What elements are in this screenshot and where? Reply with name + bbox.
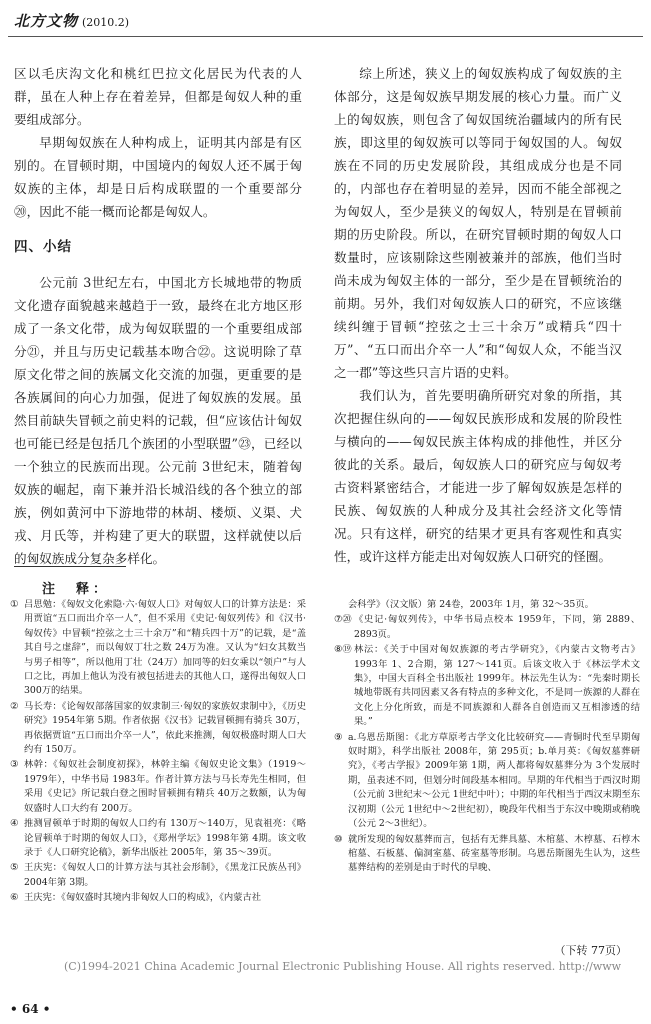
paragraph: 区以毛庆沟文化和桃红巴拉文化居民为代表的人群，虽在人种上存在着差异，但都是匈奴人种的重要组成部分。: [14, 66, 302, 127]
footnote: [10, 758, 306, 816]
copyright-watermark: (C)1994-2021 China Academic Journal Electronic Publishing House. All rights reserved. http://www: [64, 960, 622, 973]
footnote: [334, 643, 640, 729]
paragraph: 综上所述，狭义上的匈奴族构成了匈奴族的主体部分，这是匈奴族早期发展的核心力量。而广义上的匈奴族，则包含了匈奴国统治疆域内的所有民族，即这里的匈奴族可以等同于匈奴国的人。匈奴族在不同的历史发展阶段，其组成成分也是不同的，内部也存在着明显的差异，因而不能全部视之为匈奴人，至少是狭义的匈奴人，特别是在冒顿前期的历史阶段。所以，在研究冒顿时期的匈奴人口数量时，应该剔除这些刚被兼并的部族，他们当时尚未成为匈奴主体的一部分，至少是在冒顿统治的前期。另外，我们对匈奴族人口的研究，不应该继续纠缠于冒顿“控弦之士三十余万”或精兵“四十万”、“五口而出介卒一人”和“匈奴人众，不能当汉之一郡”等这些只言片语的史料。: [334, 66, 622, 380]
paragraph: 早期匈奴族在人种构成上，证明其内部是有区别的。在冒顿时期，中国境内的匈奴人还不属于匈奴族的主体，却是日后构成联盟的一个重要部分⑳，因此不能一概而论都是匈奴人。: [14, 135, 302, 219]
notes-divider: [14, 566, 126, 567]
footnote: [10, 700, 306, 758]
footnote-number: ①: [10, 599, 19, 610]
footnote: [10, 817, 306, 860]
paragraph: 公元前 3世纪左右，中国北方长城地带的物质文化遗存面貌越来越趋于一致，最终在北方地区形成了一条文化带，成为匈奴联盟的一个重要组成部分㉑，并且与历史记载基本吻合㉒。这说明除了草原文化带之间的族属文化交流的加强，更重要的是各族属间的向心力加强，促进了匈奴族的发展。虽然目前缺失冒顿之前史料的记载，但“应该估计匈奴也可能已经是包括几个族团的小型联盟”㉓，已经以一个独立的民族而出现。公元前 3世纪末，随着匈奴族的崛起，南下兼并沿长城沿线的各个独立的部族，例如黄河中下游地带的林胡、楼烦、义渠、犬戎、月氏等，并构建了更大的联盟，这样就使以后的匈奴族成分复杂多样化。: [14, 275, 302, 566]
footnote-number: ④: [10, 818, 19, 830]
left-column: [14, 62, 302, 570]
section-heading: 四、小结: [14, 239, 72, 255]
footnote-text: 林沄：《关于中国对匈奴族源的考古学研究》，《内蒙古文物考古》1993年 1、2合期，第 127～141页。后该文收入于《林沄学术文集》，中国大百科全书出版社 1999年。林沄先生认为：“先秦时期长城地带既有共同因素又各有特点的多种文化，不是同一族源的人群在文化上分化所致，而是不同族源和人群各自创造而又互相渗透的结果。”: [354, 644, 640, 728]
footnote-number: ⑤: [10, 862, 19, 874]
page-number: • 64 •: [10, 1002, 51, 1016]
footnote: [334, 598, 640, 612]
footnote-text: 《史记·匈奴列传》，中华书局点校本 1959年，下同，第 2889、2893页。: [354, 614, 640, 640]
continued-note: （下转 77页）: [554, 944, 627, 957]
footnote: [334, 833, 640, 876]
header-rule: [8, 36, 643, 37]
footnote: [10, 861, 306, 890]
footnote-number: ⑧⑲: [334, 644, 352, 656]
journal-issue: (2010.2): [82, 16, 130, 29]
footnote-number: ③: [10, 759, 19, 771]
footnote-text: 王庆宪：《匈奴人口的计算方法与其社会形制》，《黑龙江民族丛刊》2004年第 3期。: [24, 862, 306, 888]
footnote-text: 推测冒顿单于时期的匈奴人口约有 130万～140万，见袁祖亮：《略论冒顿单于时期的匈奴人口》，《郑州学坛》1998年第 4期。该文收录于《人口研究论稿》，新华出版社 2005年，第 35～39页。: [24, 818, 306, 858]
footnote-number: ②: [10, 700, 19, 712]
footnote-text: 会科学》（汉文版）第 24卷，2003年 1月，第 32～35页。: [348, 599, 594, 610]
footnote-text: 吕思勉：《匈奴文化索隐·六·匈奴人口》对匈奴人口的计算方法是：采用贾谊“五口而出介卒一人”，但不采用《史记·匈奴列传》和《汉书·匈奴传》中冒顿“控弦之士三十余万”和“精兵四十万”的记载，是“盖其自号之虚辞”，而以匈奴丁壮之数 24万为准。又认为“妇女其数当与男子相等”，所以他用丁壮（24万）加同等的妇女乘以“领户”与人口之比，再加上他认为没有被包括进去的其他人口，遂得出匈奴人口 300万的结果。: [24, 599, 306, 697]
right-column: [334, 62, 622, 568]
footnote-text: 马长寿：《论匈奴部落国家的奴隶制三·匈奴的家族奴隶制中》，《历史研究》1954年第 5期。作者依据《汉书》记载冒顿拥有骑兵 30万，再依据贾谊“五口而出介卒一人”，依此来推测，匈奴极盛时期人口大约有 150万。: [24, 700, 306, 756]
footnote: [334, 613, 640, 642]
footnote-number: ⑩: [334, 833, 343, 845]
journal-title: 北方文物: [14, 12, 79, 30]
footnote-number: ⑦⑳: [334, 614, 352, 626]
footnote-number: ⑨: [334, 731, 343, 743]
notes-left: [10, 598, 306, 907]
running-header: [14, 10, 129, 30]
footnote-text: 王庆宪：《匈奴盛时其境内非匈奴人口的构成》，《内蒙古社: [24, 892, 262, 904]
footnote: [10, 891, 306, 905]
footnote: [10, 598, 306, 699]
notes-right: [334, 598, 640, 877]
paragraph: 我们认为，首先要明确所研究对象的所指，其次把握住纵向的——匈奴民族形成和发展的阶段性与横向的——匈奴民族主体构成的排他性，并区分彼此的关系。最后，匈奴族人口的研究应与匈奴考古资料紧密结合，才能进一步了解匈奴族是怎样的民族、匈奴族的人种成分及其社会经济文化等情况。只有这样，研究的结果才更具有客观性和真实性，或许这样方能走出对匈奴族人口研究的怪圈。: [334, 388, 622, 564]
footnote: [334, 731, 640, 832]
footnote-text: a.乌恩岳斯图：《北方草原考古学文化比较研究——青铜时代至早期匈奴时期》，科学出版社 2008年，第 295页；b.单月英：《匈奴墓葬研究》，《考古学报》2009年第 1期，两人都将匈奴墓葬分为 3个发展时期，虽表述不同，但划分时间段基本相同。早期的年代相当于西汉时期（公元前 3世纪末～公元 1世纪中叶）；中期的年代相当于西汉末期至东汉初期（公元 1世纪中～2世纪初），晚段年代相当于东汉中晚期或稍晚（公元 2～3世纪）。: [348, 731, 640, 830]
footnote-number: ⑥: [10, 892, 19, 904]
notes-title: 注 释：: [42, 582, 111, 597]
footnote-text: 就所发现的匈奴墓葬而言，包括有无葬具墓、木棺墓、木椁墓、石椁木棺墓、石板墓、偏洞室墓、砖室墓等形制。乌恩岳斯图先生认为，这些墓葬结构的差别是由于时代的早晚、: [348, 833, 640, 874]
footnote-text: 林幹：《匈奴社会制度初探》，林幹主编《匈奴史论文集》（1919～1979年），中华书局 1983年。作者计算方法与马长寿先生相同，但采用《史记》所记载白登之围时冒顿拥有精兵 40万之数额，认为匈奴盛时人口大约有 200万。: [24, 759, 306, 814]
